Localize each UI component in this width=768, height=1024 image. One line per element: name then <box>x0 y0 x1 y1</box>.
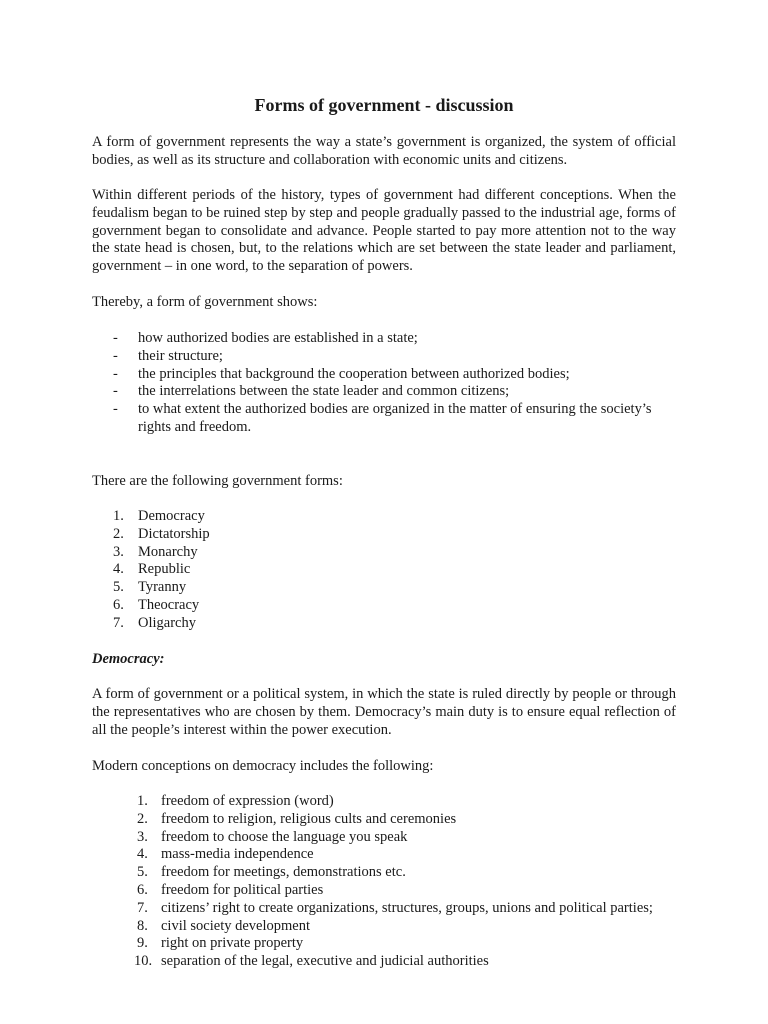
list-number: 7. <box>137 899 148 916</box>
democracy-heading: Democracy: <box>92 651 165 667</box>
list-item-text: the interrelations between the state leader and common citizens; <box>138 383 510 400</box>
history-paragraph: Within different periods of the history, types of government had different conceptions. When the feudalism began to be ruined step by step and people gradually passed to the industrial age, forms of government began to consolidate and advance. People started to pay more attention not to the way the state head is chosen, but, to the relations which are set between the state leader and parliament, government – in one word, to the separation of powers. <box>92 187 676 275</box>
list-item <box>0 953 661 971</box>
list-number: 6. <box>113 596 124 613</box>
list-marker: - <box>113 347 118 364</box>
list-item-text: freedom for meetings, demonstrations etc. <box>161 864 406 881</box>
list-item-text: Democracy <box>138 508 205 524</box>
list-number: 4. <box>113 561 124 578</box>
list-number: 2. <box>137 810 148 827</box>
list-item-text: Monarchy <box>138 543 198 560</box>
list-item-text: the principles that background the cooperation between authorized bodies; <box>138 365 570 382</box>
list-item <box>0 401 658 437</box>
modern-intro-paragraph: Modern conceptions on democracy includes the following: <box>92 758 434 774</box>
government-forms-list <box>0 508 768 633</box>
list-item-text: freedom to choose the language you speak <box>161 828 408 845</box>
page-title: Forms of government - discussion <box>254 95 514 115</box>
list-number: 8. <box>137 917 148 934</box>
list-item <box>0 330 658 348</box>
list-item <box>0 900 661 918</box>
list-item <box>0 348 658 366</box>
list-marker: - <box>113 365 118 382</box>
list-item <box>0 829 661 847</box>
list-item-text: freedom of expression (word) <box>161 793 334 809</box>
list-item-text: Theocracy <box>138 596 200 613</box>
list-marker: - <box>113 401 118 418</box>
list-item-text: their structure; <box>138 347 223 364</box>
list-item-text: Republic <box>138 561 191 578</box>
list-number: 7. <box>113 614 124 631</box>
list-item <box>0 579 758 597</box>
list-item <box>0 561 758 579</box>
list-item <box>0 526 758 544</box>
list-item-text: separation of the legal, executive and judicial authorities <box>161 953 489 970</box>
list-item-text: how authorized bodies are established in a state; <box>138 330 418 346</box>
intro-paragraph: A form of government represents the way a state’s government is organized, the system of official bodies, as well as its structure and collaboration with economic units and citizens. <box>92 134 676 168</box>
list-number: 6. <box>137 881 148 898</box>
list-item-text: citizens’ right to create organizations, structures, groups, unions and political parties; <box>161 899 653 916</box>
thereby-paragraph: Thereby, a form of government shows: <box>92 294 318 310</box>
list-item-text: right on private property <box>161 935 304 952</box>
list-marker: - <box>113 383 118 400</box>
democracy-definition: A form of government or a political system, in which the state is ruled directly by people or through the representatives who are chosen by them. Democracy’s main duty is to ensure equal reflection of all the people’s interest within the power execution. <box>92 686 676 738</box>
list-item <box>0 615 758 633</box>
form-shows-list <box>0 330 768 437</box>
list-number: 1. <box>113 508 124 524</box>
list-item <box>0 383 658 401</box>
list-number: 5. <box>113 579 124 596</box>
list-number: 5. <box>137 864 148 881</box>
list-item-text: civil society development <box>161 917 310 934</box>
list-number: 4. <box>137 846 148 863</box>
list-item <box>0 508 758 526</box>
democracy-conceptions-list <box>0 793 768 971</box>
list-number: 1. <box>137 793 148 809</box>
list-item-text: freedom to religion, religious cults and ceremonies <box>161 810 457 827</box>
list-item-text: Oligarchy <box>138 614 196 631</box>
list-number: 9. <box>137 935 148 952</box>
list-item-text: freedom for political parties <box>161 881 324 898</box>
list-item-text: Tyranny <box>138 579 187 596</box>
forms-intro-paragraph: There are the following government forms: <box>92 473 343 489</box>
list-item <box>0 793 661 811</box>
list-item <box>0 846 661 864</box>
list-item <box>0 366 658 384</box>
list-item <box>0 544 758 562</box>
list-item <box>0 864 661 882</box>
list-item <box>0 935 661 953</box>
list-item <box>0 597 758 615</box>
list-item-text: to what extent the authorized bodies are organized in the matter of ensuring the society’s rights and freedom. <box>138 401 652 435</box>
list-number: 2. <box>113 525 124 542</box>
list-number: 10. <box>134 953 153 970</box>
list-number: 3. <box>113 543 124 560</box>
list-item <box>0 918 661 936</box>
list-item-text: mass-media independence <box>161 846 314 863</box>
list-item-text: Dictatorship <box>138 525 210 542</box>
list-item <box>0 882 661 900</box>
list-number: 3. <box>137 828 148 845</box>
list-marker: - <box>113 330 118 346</box>
list-item <box>0 811 661 829</box>
